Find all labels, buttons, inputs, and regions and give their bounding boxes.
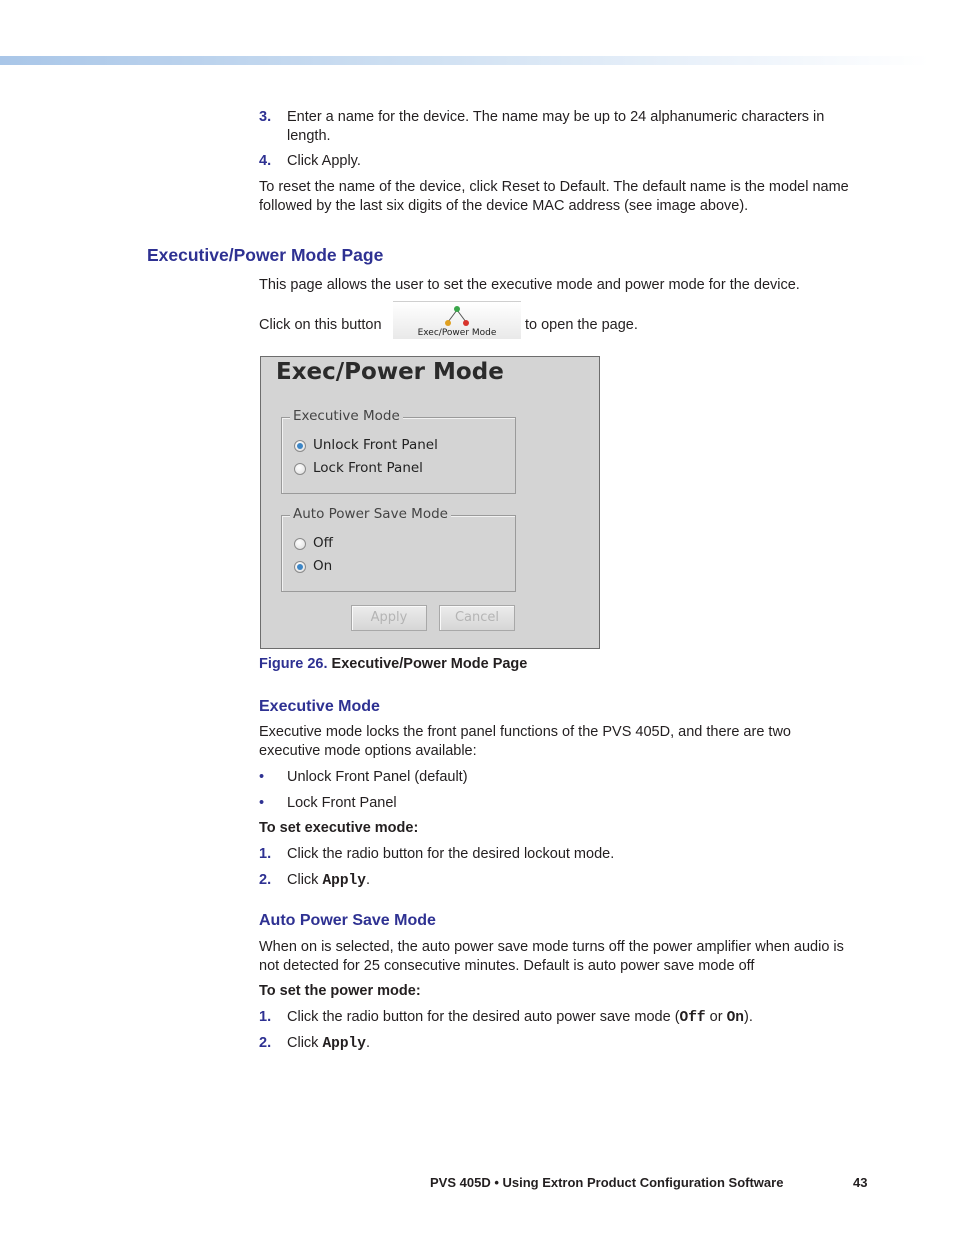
step-text-prefix: Click: [287, 1035, 319, 1051]
footer-title: PVS 405D • Using Extron Product Configuration Software: [430, 1175, 784, 1190]
unlock-front-panel-radio[interactable]: [294, 440, 306, 452]
step-text: [287, 1008, 753, 1028]
reset-paragraph: To reset the name of the device, click Reset to Default. The default name is the model name followed by the last six digits of the device MAC address (see image above).: [259, 179, 849, 214]
step-number: 2.: [259, 872, 272, 888]
network-nodes-icon: [437, 304, 477, 330]
auto-power-save-heading: Auto Power Save Mode: [259, 912, 436, 929]
header-gradient-bar: [0, 56, 930, 65]
cancel-button[interactable]: Cancel: [439, 605, 515, 631]
off-radio[interactable]: [294, 538, 306, 550]
step-number: 4.: [259, 153, 272, 169]
apply-code-label: Apply: [322, 873, 366, 889]
apply-code-label: Apply: [322, 1036, 366, 1052]
auto-power-save-legend: Auto Power Save Mode: [290, 506, 451, 522]
auto-power-save-group: [281, 506, 516, 592]
bullet-marker: •: [259, 769, 265, 785]
exec-power-mode-button[interactable]: [393, 301, 521, 339]
step-number: 3.: [259, 109, 272, 125]
screenshot-title: Exec/Power Mode: [276, 359, 504, 385]
exec-power-mode-screenshot: [260, 356, 600, 649]
on-radio[interactable]: [294, 561, 306, 573]
on-code-label: On: [726, 1010, 745, 1026]
click-instruction-prefix: Click on this button: [259, 317, 382, 333]
figure-number: Figure 26.: [259, 656, 328, 672]
off-code-label: Off: [679, 1010, 706, 1026]
step-text-suffix: ).: [744, 1009, 753, 1025]
step-text-prefix: Click the radio button for the desired auto power save mode (: [287, 1009, 680, 1025]
executive-mode-group: [281, 408, 516, 494]
power-steps-heading: To set the power mode:: [259, 983, 421, 999]
executive-steps-heading: To set executive mode:: [259, 820, 419, 836]
lock-front-panel-radio[interactable]: [294, 463, 306, 475]
on-label: On: [313, 558, 333, 574]
step-text-prefix: Click: [287, 872, 319, 888]
off-label: Off: [313, 535, 333, 551]
executive-mode-description: Executive mode locks the front panel functions of the PVS 405D, and there are two executive mode options available:: [259, 724, 791, 759]
executive-mode-legend: Executive Mode: [290, 408, 403, 424]
step-number: 1.: [259, 846, 272, 862]
step-text-suffix: .: [365, 872, 370, 888]
step-text-mid: or: [709, 1009, 723, 1025]
figure-caption: [259, 656, 527, 672]
bullet-item: Lock Front Panel: [287, 795, 397, 811]
exec-power-button-label: Exec/Power Mode: [417, 328, 497, 338]
executive-mode-heading: Executive Mode: [259, 698, 380, 715]
bullet-marker: •: [259, 795, 265, 811]
auto-power-save-description: When on is selected, the auto power save mode turns off the power amplifier when audio is not detected for 25 consecutive minutes. Default is auto power save mode off: [259, 939, 844, 974]
section-heading: Executive/Power Mode Page: [147, 245, 384, 265]
step-text: [287, 871, 370, 891]
figure-title: Executive/Power Mode Page: [331, 656, 528, 672]
bullet-item: Unlock Front Panel (default): [287, 769, 468, 785]
apply-button[interactable]: Apply: [351, 605, 427, 631]
intro-paragraph: This page allows the user to set the executive mode and power mode for the device.: [259, 277, 800, 293]
step-text-suffix: .: [365, 1035, 370, 1051]
step-text: Enter a name for the device. The name may be up to 24 alphanumeric characters in length.: [287, 109, 825, 144]
page-number: 43: [853, 1175, 868, 1190]
step-text: Click Apply.: [287, 153, 361, 169]
lock-front-panel-label: Lock Front Panel: [313, 460, 423, 476]
step-number: 2.: [259, 1035, 272, 1051]
click-instruction-suffix: to open the page.: [525, 317, 638, 333]
step-number: 1.: [259, 1009, 272, 1025]
step-text: [287, 1034, 370, 1054]
step-text: Click the radio button for the desired lockout mode.: [287, 846, 615, 862]
unlock-front-panel-label: Unlock Front Panel: [313, 437, 438, 453]
